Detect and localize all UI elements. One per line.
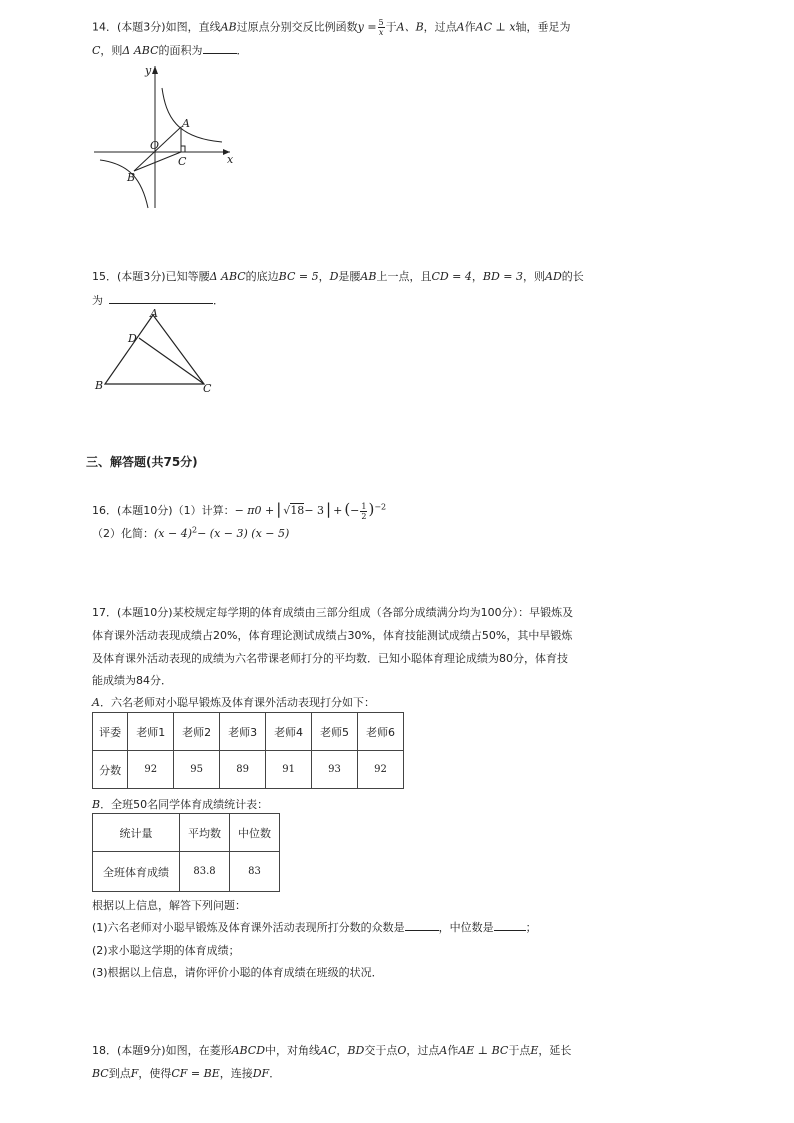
q18-o: O	[397, 1044, 407, 1057]
table-cell: 全班体育成绩	[93, 852, 180, 892]
hyperbola-branch-first-quadrant	[162, 88, 222, 142]
q18-line1	[92, 1042, 571, 1058]
q16-p2-square: 2	[192, 525, 198, 535]
q14-frac-den: x	[378, 28, 384, 37]
q18-l2-b: ，使得	[138, 1067, 172, 1080]
q18-l1-f: 作	[447, 1044, 459, 1057]
q15-line1	[92, 268, 584, 284]
q16-part1: 16．(本题10分)（1）计算：− π0 + | √18− 3 | + (− $\frac{1}{2}$ )$^{-2}$	[92, 500, 387, 521]
right-angle-mark	[181, 146, 185, 152]
table-row	[93, 852, 280, 892]
label-a: A	[150, 307, 158, 320]
q15-t3: 是腰	[338, 270, 361, 283]
label-b: B	[95, 379, 104, 392]
table-cell: 中位数	[230, 814, 280, 852]
q18-line2	[92, 1065, 280, 1081]
q14-triangle: Δ ABC	[122, 44, 159, 57]
q16-p1-expr-b: − 3	[304, 504, 325, 517]
class-stats-table	[92, 813, 280, 892]
q15-ad: AD	[545, 270, 562, 283]
q14-ac-perp: AC ⊥ x	[475, 20, 516, 34]
q16-p1-expr-c: +	[333, 504, 343, 517]
q14-c: C	[92, 44, 101, 57]
q14-frac-num: 5	[378, 18, 384, 27]
label-x: x	[227, 153, 234, 166]
q14-prefix: 14．(本题3分)如图，直线	[92, 20, 221, 34]
q15-bd: BD = 3	[482, 270, 524, 283]
segment-cd	[139, 338, 204, 384]
table-cell: 92	[358, 751, 404, 789]
q15-d: D	[329, 270, 339, 283]
table-cell: 83.8	[180, 852, 230, 892]
q17-sub1-c: ；	[525, 921, 537, 934]
q17-sub1	[92, 919, 537, 935]
q18-l1-d: 交于点	[364, 1044, 398, 1057]
q16-half	[360, 502, 367, 521]
q17-stem-line-2: 体育课外活动表现成绩占20%，体育理论测试成绩占30%，体育技能测试成绩占50%，其中早锻炼	[92, 629, 573, 642]
q15-answer-blank[interactable]	[109, 303, 213, 304]
table-cell: 评委	[93, 713, 128, 751]
q18-abcd: ABCD	[231, 1044, 266, 1057]
q15-t7: 的长	[561, 270, 584, 283]
q18-l2-d: ．	[269, 1067, 281, 1080]
q15-t6: ，则	[523, 270, 546, 283]
q17-stem-line-4: 能成绩为84分．	[92, 674, 172, 687]
label-b: B	[127, 171, 136, 184]
q14-t5: 轴，垂足为	[515, 20, 571, 34]
q16-p1-prefix: 16．(本题10分)（1）计算：	[92, 504, 235, 517]
q16-half-num: 1	[361, 501, 367, 511]
table-cell: 91	[266, 751, 312, 789]
q18-bd: BD	[347, 1044, 365, 1057]
q15-t4: 上一点，且	[376, 270, 432, 283]
q18-l1-b: 中，对角线	[265, 1044, 321, 1057]
q17-a-label: A	[92, 696, 100, 709]
q17-b-label: B	[92, 798, 101, 811]
q18-l1-c: ，	[336, 1044, 348, 1057]
q14-fraction	[378, 18, 385, 37]
q16-part2	[92, 525, 289, 541]
table-cell: 老师3	[220, 713, 266, 751]
table-cell: 92	[128, 751, 174, 789]
q18-l1-a: 18．(本题9分)如图，在菱形	[92, 1044, 232, 1057]
table-cell: 老师2	[174, 713, 220, 751]
q14-answer-blank[interactable]	[203, 53, 237, 54]
label-c: C	[203, 382, 212, 395]
q14-line1	[92, 18, 571, 37]
segment-bc	[134, 152, 181, 171]
q18-l2-a: 到点	[108, 1067, 131, 1080]
label-d: D	[128, 332, 137, 345]
q15-figure	[92, 306, 222, 398]
q17-sub1-a: (1)六名老师对小聪早锻炼及体育课外活动表现所打分数的众数是	[92, 921, 405, 934]
q14-t4: 作	[464, 20, 476, 34]
q14-a-b: A、B	[396, 20, 424, 34]
q16-p2-expr-b: − (x − 3) (x − 5)	[197, 527, 290, 540]
q16-p2-expr-a: (x − 4)	[154, 527, 192, 540]
table-cell: 83	[230, 852, 280, 892]
q16-p1-expr-a: − π0 +	[234, 504, 275, 517]
table-cell: 平均数	[180, 814, 230, 852]
q17-a-caption	[92, 694, 375, 710]
q17-median-blank[interactable]	[494, 930, 526, 931]
q17-b-caption	[92, 796, 268, 812]
q16-half-den: 2	[361, 511, 367, 521]
table-cell: 95	[174, 751, 220, 789]
q16-sqrt-radicand: 18	[290, 504, 305, 517]
q18-l1-h: ，延长	[538, 1044, 572, 1057]
q14-t3: ，过点	[423, 20, 457, 34]
q14-figure	[90, 60, 250, 215]
label-o: O	[150, 139, 160, 152]
y-axis-arrow-icon	[152, 66, 158, 74]
label-a: A	[182, 117, 190, 130]
q17-intro: 根据以上信息，解答下列问题：	[92, 899, 246, 912]
q14-line2	[92, 42, 248, 58]
q15-t2: ，	[318, 270, 330, 283]
q17-mode-blank[interactable]	[405, 930, 439, 931]
table-cell: 统计量	[93, 814, 180, 852]
q14-ab: AB	[220, 20, 237, 34]
table-cell: 老师4	[266, 713, 312, 751]
q15-ab: AB	[360, 270, 377, 283]
q17-stem-line-3: 及体育课外活动表现的成绩为六名带课老师打分的平均数．已知小聪体育理论成绩为80分，体育技	[92, 652, 568, 665]
table-header-row	[93, 713, 404, 751]
q15-t1: 的底边	[245, 270, 279, 283]
q17-a-text: ．六名老师对小聪早锻炼及体育课外活动表现打分如下：	[99, 696, 375, 709]
q17-sub3: (3)根据以上信息，请你评价小聪的体育成绩在班级的状况．	[92, 966, 383, 979]
q15-line2-text: 为	[92, 294, 103, 307]
q17-sub1-b: ，中位数是	[438, 921, 494, 934]
q18-l1-e: ，过点	[406, 1044, 440, 1057]
q15-triangle: Δ ABC	[209, 270, 246, 283]
q17-sub2: (2)求小聪这学期的体育成绩；	[92, 944, 240, 957]
q18-cf: CF = BE	[171, 1067, 220, 1080]
q18-f: F	[130, 1067, 139, 1080]
teacher-scores-table	[92, 712, 404, 789]
q18-bc: BC	[92, 1067, 109, 1080]
q18-a: A	[439, 1044, 448, 1057]
q14-y-eq: y =	[357, 20, 377, 34]
q18-df: DF	[252, 1067, 270, 1080]
q17-stem-line-1: 17．(本题10分)某校规定每学期的体育成绩由三部分组成（各部分成绩满分均为100分）：早锻炼及	[92, 606, 574, 619]
q18-e: E	[530, 1044, 539, 1057]
table-cell: 89	[220, 751, 266, 789]
q16-exponent: −2	[374, 502, 387, 512]
label-c: C	[178, 155, 187, 168]
q15-period: ．	[213, 294, 224, 307]
q14-a: A	[456, 20, 465, 34]
q18-l1-g: 于点	[508, 1044, 531, 1057]
q15-t5: ，	[471, 270, 483, 283]
table-cell: 老师5	[312, 713, 358, 751]
section-3-title: 三、解答题(共75分)	[86, 455, 198, 469]
table-cell: 老师6	[358, 713, 404, 751]
q15-prefix: 15．(本题3分)已知等腰	[92, 270, 210, 283]
q18-ac: AC	[320, 1044, 337, 1057]
q14-period: ．	[236, 44, 248, 57]
table-cell: 93	[312, 751, 358, 789]
q17-b-text: ．全班50名同学体育成绩统计表：	[100, 798, 269, 811]
q16-p1-neg: −	[350, 504, 360, 517]
q18-l2-c: ，连接	[219, 1067, 253, 1080]
q14-t1: 过原点分别交反比例函数	[236, 20, 358, 34]
hyperbola-branch-third-quadrant	[100, 160, 148, 208]
table-header-row	[93, 814, 280, 852]
q14-line2-end: 的面积为	[158, 44, 203, 57]
label-y: y	[145, 64, 152, 77]
q18-ae-perp: AE ⊥ BC	[458, 1044, 509, 1057]
q14-line2-text: ，则	[100, 44, 123, 57]
q15-cd: CD = 4	[431, 270, 472, 283]
q16-p2-prefix: （2）化简：	[92, 527, 154, 540]
table-cell: 老师1	[128, 713, 174, 751]
q15-bc: BC = 5	[278, 270, 319, 283]
table-cell: 分数	[93, 751, 128, 789]
q14-t2: 于	[385, 20, 397, 34]
table-row	[93, 751, 404, 789]
q16-sqrt: √18	[283, 504, 305, 517]
